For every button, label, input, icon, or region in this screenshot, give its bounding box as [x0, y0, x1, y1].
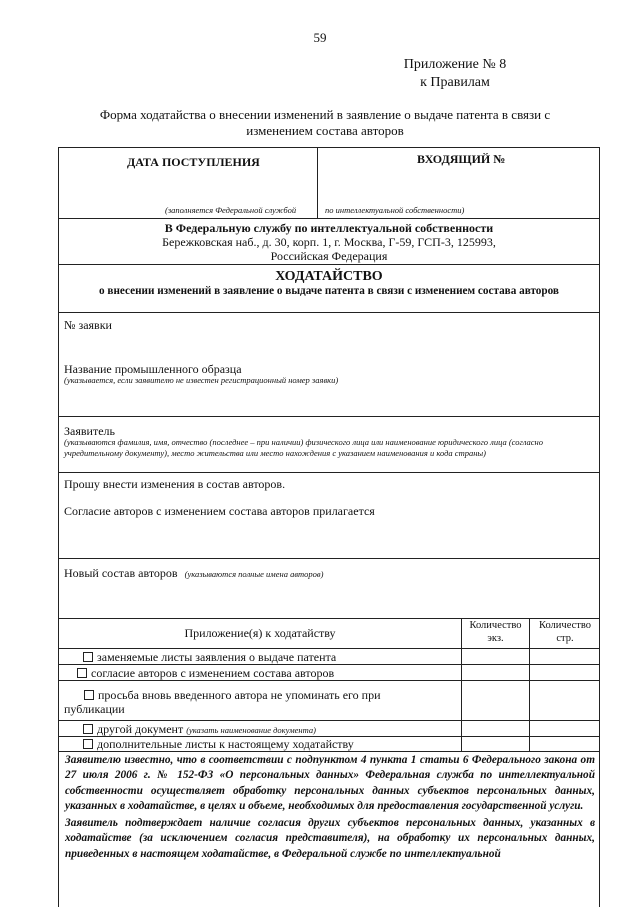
checkbox-no-mention-request[interactable]	[84, 690, 94, 700]
applicant-label: Заявитель	[64, 424, 115, 438]
application-number-label: № заявки	[64, 318, 112, 332]
personal-data-notice-1: Заявителю известно, что в соответствии с подпунктом 4 пункта 1 статьи 6 Федерального закона от 27 июля 2006 г. № 152-ФЗ «О персональных данных» Федеральная служба по интеллектуальной собственности осуществляет обработку персональных данных субъектов персональных данных, указанных в ходатайстве, в целях и объеме, необходимых для предоставления государственной услуги.	[65, 754, 595, 813]
new-authors-note: (указываются полные имена авторов)	[184, 569, 324, 579]
new-authors-label	[64, 566, 323, 580]
request-text: Прошу внести изменения в состав авторов.	[64, 477, 286, 491]
appendix-line-1: Приложение № 8	[403, 57, 507, 72]
consent-text: Согласие авторов с изменением состава авторов прилагается	[64, 504, 375, 518]
attachment-item-5: дополнительные листы к настоящему ходатайству	[83, 737, 354, 751]
filled-note-left: (заполняется Федеральной службой	[165, 205, 297, 215]
personal-data-notice-2: Заявитель подтверждает наличие согласия других субъектов персональных данных, указанных в ходатайстве (за исключением согласия представителя), на обработку их персональных данных, приведенных в настоящем ходатайстве, в Федеральной службе по интеллектуальной	[65, 817, 595, 860]
checkbox-other-document[interactable]	[83, 724, 93, 734]
appendix-line-2: к Правилам	[420, 75, 490, 90]
form-title: Форма ходатайства о внесении изменений в заявление о выдаче патента в связи с изменением состава авторов	[99, 107, 551, 138]
page-number: 59	[313, 30, 327, 45]
filled-note-right: по интеллектуальной собственности)	[325, 205, 465, 215]
appendix-label	[360, 56, 550, 92]
attachments-header: Приложение(я) к ходатайству	[184, 626, 336, 640]
applicant-note: (указываются фамилия, имя, отчество (последнее – при наличии) физического лица или наименование юридического лица (согласно учредительному документу), место жительства или место нахождения с указанием наименования и кода страны)	[64, 437, 543, 458]
column-copies: Количество экз.	[469, 620, 522, 644]
attachment-item-1: заменяемые листы заявления о выдаче патента	[83, 650, 336, 664]
checkbox-replacement-sheets[interactable]	[83, 652, 93, 662]
attachment-item-3: просьба вновь введенного автора не упоминать его при публикации	[64, 688, 381, 716]
address-recipient: В Федеральную службу по интеллектуальной собственности	[164, 221, 494, 235]
checkbox-authors-consent[interactable]	[77, 668, 87, 678]
petition-subtitle: о внесении изменений в заявление о выдаче патента в связи с изменением состава авторов	[99, 285, 559, 297]
new-authors-text: Новый состав авторов	[64, 566, 178, 580]
attachment-item-2: согласие авторов с изменением состава авторов	[77, 666, 334, 680]
column-pages: Количество стр.	[538, 620, 592, 644]
petition-title: ХОДАТАЙСТВО	[275, 269, 383, 284]
address-street: Бережковская наб., д. 30, корп. 1, г. Москва, Г-59, ГСП-3, 125993,	[162, 235, 496, 249]
design-name-note: (указывается, если заявителю не известен регистрационный номер заявки)	[64, 375, 339, 385]
other-document-note: (указать наименование документа)	[186, 725, 316, 735]
petition-form	[58, 147, 600, 907]
received-date-label: ДАТА ПОСТУПЛЕНИЯ	[127, 155, 260, 169]
design-name-label: Название промышленного образца	[64, 362, 242, 376]
incoming-number-label: ВХОДЯЩИЙ №	[417, 152, 506, 166]
checkbox-additional-sheets[interactable]	[83, 739, 93, 749]
attachment-item-4: другой документ (указать наименование документа)	[83, 722, 316, 736]
address-country: Российская Федерация	[270, 249, 388, 263]
